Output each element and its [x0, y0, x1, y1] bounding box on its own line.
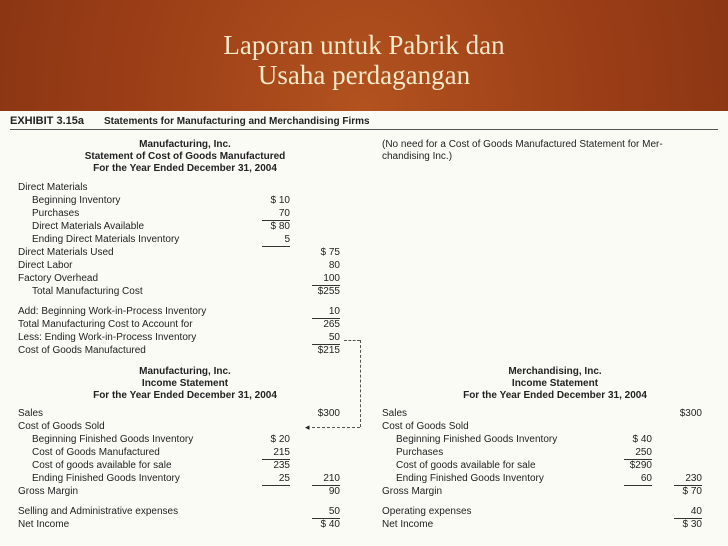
connector-vertical — [360, 340, 361, 427]
dm-available-value: $ 80 — [270, 221, 290, 232]
merch-available-label: Cost of goods available for sale — [396, 460, 536, 471]
total-to-account-value: 265 — [323, 319, 340, 330]
mfg-statement-title: Income Statement — [141, 378, 229, 389]
merch-beg-fg-label: Beginning Finished Goods Inventory — [396, 434, 558, 445]
merchandising-note-line-1: (No need for a Cost of Goods Manufactured Statement for Mer- — [382, 139, 663, 150]
mfg-cogm-value: 215 — [262, 447, 290, 460]
merch-purchases-value: 250 — [624, 447, 652, 460]
merch-statement-title: Income Statement — [511, 378, 599, 389]
dm-used-value: $ 75 — [320, 247, 340, 258]
merch-net-income-label: Net Income — [382, 519, 434, 530]
mfg-end-fg-value: 25 — [262, 473, 290, 486]
merch-available-value: $290 — [629, 460, 652, 471]
merch-gross-margin-value: $ 70 — [682, 486, 702, 497]
less-ending-wip-label: Less: Ending Work-in-Process Inventory — [18, 332, 197, 343]
merch-cogs-total-value: 230 — [674, 473, 702, 486]
mfg-gross-margin-value: 90 — [328, 486, 340, 497]
ending-dm-inventory-label: Ending Direct Materials Inventory — [32, 234, 180, 245]
connector-arrow-icon: ◂ — [305, 422, 310, 432]
exhibit-label: EXHIBIT 3.15a — [10, 115, 84, 127]
mfg-end-fg-label: Ending Finished Goods Inventory — [32, 473, 180, 484]
direct-labor-value: 80 — [328, 260, 340, 271]
merch-gross-margin-label: Gross Margin — [382, 486, 443, 497]
mfg-available-label: Cost of goods available for sale — [32, 460, 172, 471]
slide-title — [0, 30, 728, 90]
dm-beginning-inventory-label: Beginning Inventory — [32, 195, 121, 206]
exhibit-title: Statements for Manufacturing and Merchandising Firms — [104, 116, 370, 127]
merch-beg-fg-value: $ 40 — [632, 434, 652, 445]
merch-sales-value: $300 — [679, 408, 702, 419]
mfg-cogm-label: Cost of Goods Manufactured — [32, 447, 160, 458]
mfg-sga-label: Selling and Administrative expenses — [18, 506, 179, 517]
cogm-statement-title: Statement of Cost of Goods Manufactured — [84, 151, 286, 162]
merch-end-fg-label: Ending Finished Goods Inventory — [396, 473, 544, 484]
cogm-total-label: Cost of Goods Manufactured — [18, 345, 146, 356]
mfg-sales-label: Sales — [18, 408, 44, 419]
mfg-beg-fg-value: $ 20 — [270, 434, 290, 445]
dm-beginning-inventory-value: $ 10 — [270, 195, 290, 206]
total-manufacturing-cost-label: Total Manufacturing Cost — [32, 286, 143, 297]
total-to-account-label: Total Manufacturing Cost to Account for — [18, 319, 193, 330]
dm-used-label: Direct Materials Used — [18, 247, 114, 258]
dm-purchases-value: 70 — [262, 208, 290, 221]
connector-top — [344, 340, 360, 341]
mfg-sales-value: $300 — [317, 408, 340, 419]
merch-end-fg-value: 60 — [624, 473, 652, 486]
add-beginning-wip-label: Add: Beginning Work-in-Process Inventory — [18, 306, 207, 317]
mfg-available-value: 235 — [273, 460, 290, 471]
cogm-period: For the Year Ended December 31, 2004 — [93, 163, 277, 174]
mfg-period: For the Year Ended December 31, 2004 — [93, 390, 277, 401]
less-ending-wip-value: 50 — [312, 332, 340, 345]
mfg-net-income-label: Net Income — [18, 519, 70, 530]
factory-overhead-value: 100 — [312, 273, 340, 286]
add-beginning-wip-value: 10 — [312, 306, 340, 319]
merch-company: Merchandising, Inc. — [508, 366, 602, 377]
merchandising-note-line-2: chandising Inc.) — [382, 151, 453, 162]
mfg-cogs-total-value: 210 — [312, 473, 340, 486]
mfg-beg-fg-label: Beginning Finished Goods Inventory — [32, 434, 194, 445]
dm-available-label: Direct Materials Available — [32, 221, 145, 232]
direct-materials-label: Direct Materials — [18, 182, 88, 193]
mfg-net-income-value: $ 40 — [320, 519, 340, 530]
merch-sales-label: Sales — [382, 408, 408, 419]
exhibit-document — [0, 111, 728, 546]
exhibit-rule — [10, 129, 718, 130]
merch-period: For the Year Ended December 31, 2004 — [463, 390, 647, 401]
merch-purchases-label: Purchases — [396, 447, 444, 458]
merch-opex-label: Operating expenses — [382, 506, 472, 517]
factory-overhead-label: Factory Overhead — [18, 273, 99, 284]
cogm-total-value: $215 — [317, 345, 340, 356]
ending-dm-inventory-value: 5 — [262, 234, 290, 247]
cogm-company: Manufacturing, Inc. — [139, 139, 231, 150]
mfg-gross-margin-label: Gross Margin — [18, 486, 79, 497]
dm-purchases-label: Purchases — [32, 208, 80, 219]
total-manufacturing-cost-value: $255 — [317, 286, 340, 297]
connector-bottom — [312, 427, 360, 428]
mfg-company: Manufacturing, Inc. — [139, 366, 231, 377]
slide-title-line-1: Laporan untuk Pabrik dan — [223, 30, 505, 60]
mfg-cogs-label: Cost of Goods Sold — [18, 421, 105, 432]
direct-labor-label: Direct Labor — [18, 260, 73, 271]
slide-title-line-2: Usaha perdagangan — [257, 60, 471, 90]
merch-net-income-value: $ 30 — [682, 519, 702, 530]
merch-opex-value: 40 — [674, 506, 702, 519]
mfg-sga-value: 50 — [312, 506, 340, 519]
merch-cogs-label: Cost of Goods Sold — [382, 421, 469, 432]
